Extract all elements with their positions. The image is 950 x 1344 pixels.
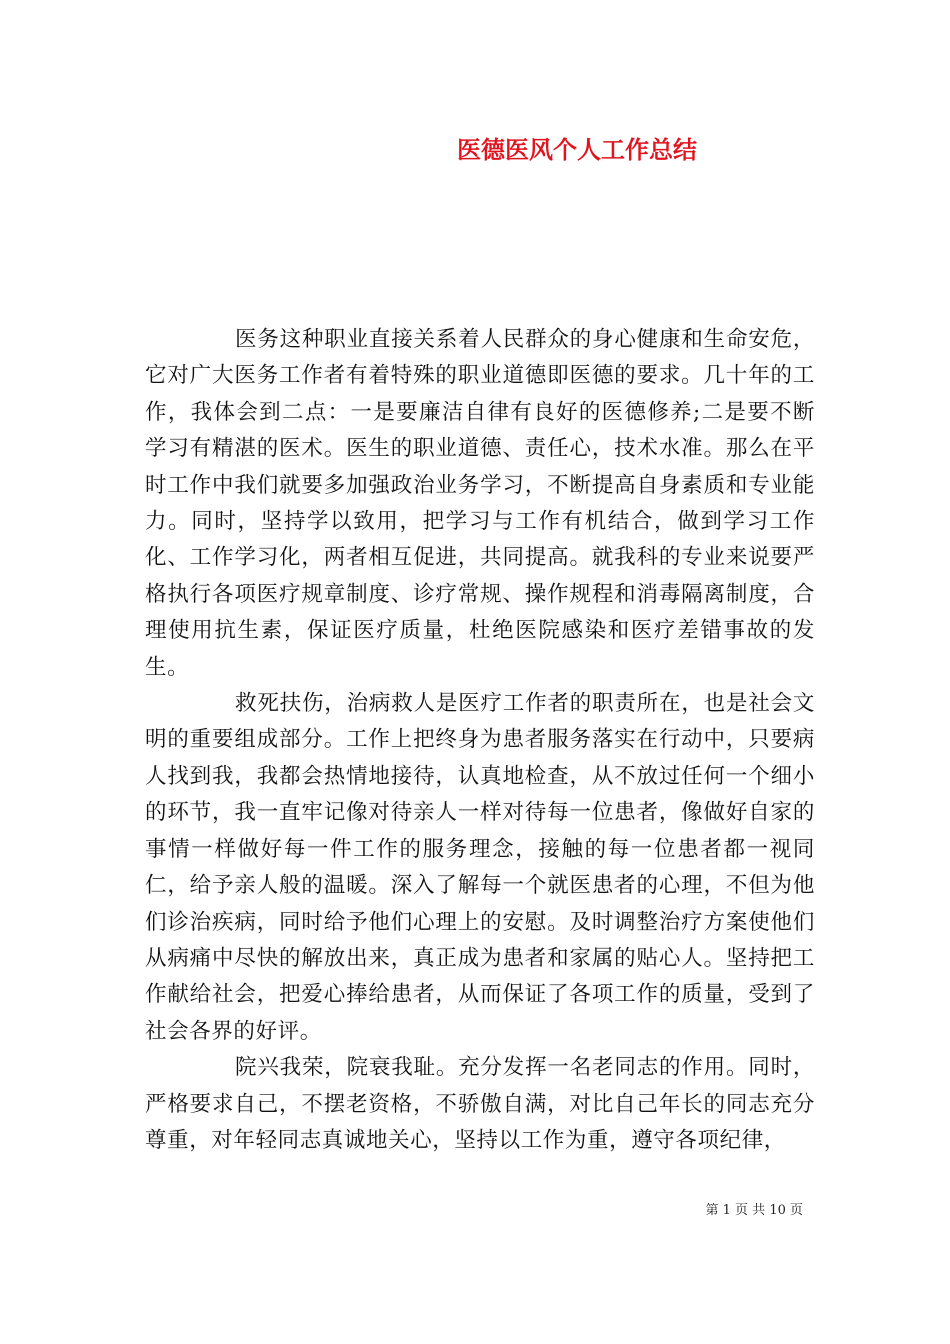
paragraph-1: 医务这种职业直接关系着人民群众的身心健康和生命安危，它对广大医务工作者有着特殊的职业道德即医德的要求。几十年的工作，我体会到二点：一是要廉洁自律有良好的医德修养;二是要不断学习有精湛的医术。医生的职业道德、责任心，技术水准。那么在平时工作中我们就要多加强政治业务学习，不断提高自身素质和专业能力。同时，坚持学以致用，把学习与工作有机结合，做到学习工作化、工作学习化，两者相互促进，共同提高。就我科的专业来说要严格执行各项医疗规章制度、诊疗常规、操作规程和消毒隔离制度，合理使用抗生素，保证医疗质量，杜绝医院感染和医疗差错事故的发生。 [145,327,815,680]
document-body [145,322,815,1159]
paragraph-2: 救死扶伤，治病救人是医疗工作者的职责所在，也是社会文明的重要组成部分。工作上把终身为患者服务落实在行动中，只要病人找到我，我都会热情地接待，认真地检查，从不放过任何一个细小的环节，我一直牢记像对待亲人一样对待每一位患者，像做好自家的事情一样做好每一件工作的服务理念，接触的每一位患者都一视同仁，给予亲人般的温暖。深入了解每一个就医患者的心理，不但为他们诊治疾病，同时给予他们心理上的安慰。及时调整治疗方案使他们从病痛中尽快的解放出来，真正成为患者和家属的贴心人。坚持把工作献给社会，把爱心捧给患者，从而保证了各项工作的质量，受到了社会各界的好评。 [145,691,815,1044]
document-title: 医德医风个人工作总结 [457,135,697,164]
page-number: 第 1 页 共 10 页 [705,1203,803,1218]
paragraph-3: 院兴我荣，院衰我耻。充分发挥一名老同志的作用。同时，严格要求自己，不摆老资格，不骄傲自满，对比自己年长的同志充分尊重，对年轻同志真诚地关心，坚持以工作为重，遵守各项纪律， [145,1055,815,1153]
